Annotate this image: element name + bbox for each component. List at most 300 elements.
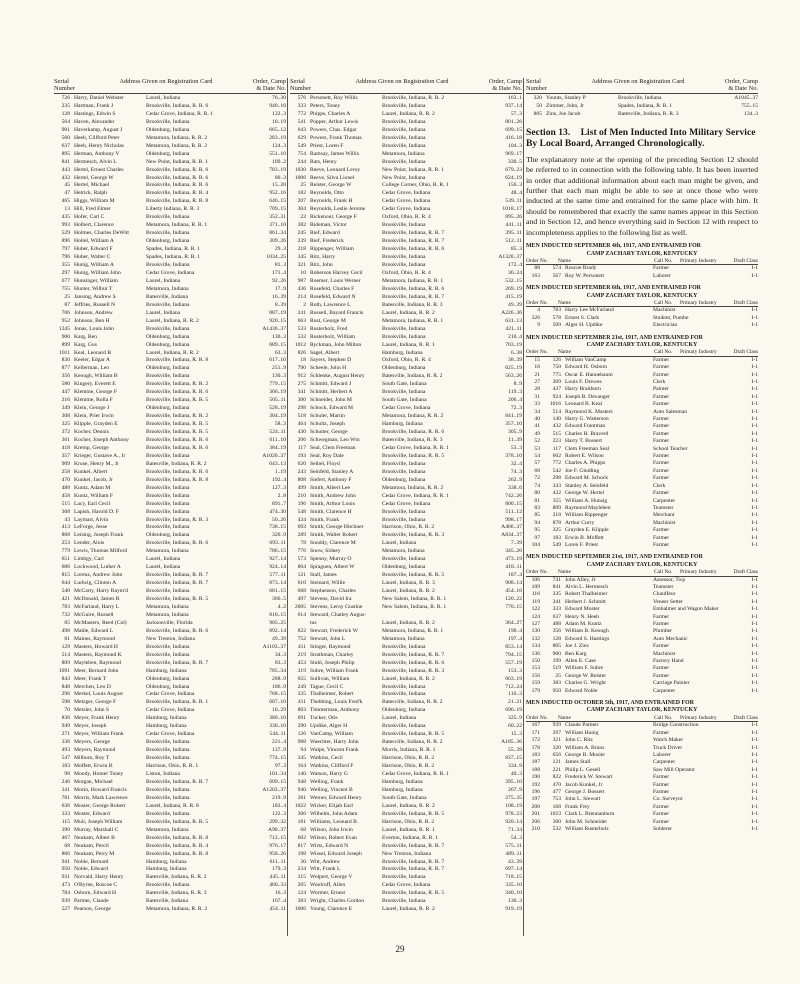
serial-number: 668 — [297, 588, 306, 595]
draft-class: I-1 — [751, 386, 758, 393]
order-camp-date: 384..19 — [269, 444, 286, 451]
table-row — [290, 294, 522, 302]
inductee-name: Arthur Curry — [565, 519, 595, 526]
draft-class: I-1 — [751, 364, 758, 371]
order-camp-date: 49..39 — [508, 301, 522, 308]
serial-number: 210 — [297, 492, 306, 499]
order-camp-date: 288..9 — [272, 675, 286, 682]
list-item — [526, 759, 758, 766]
serial-number: 25 — [64, 293, 70, 300]
order-number: 4 — [537, 307, 540, 314]
order-no-header: Order No. — [526, 257, 548, 264]
order-camp-date: 755..15 — [741, 102, 758, 109]
order-camp-date: 786..15 — [269, 548, 286, 555]
registrant-name: Hunsinger, William — [74, 277, 118, 284]
primary-industry: Carriage Painter — [653, 680, 690, 687]
serial-number: 822 — [297, 627, 306, 634]
serial-number: 128 — [61, 110, 70, 117]
section-heading — [526, 127, 758, 149]
table-row — [54, 707, 286, 715]
registrant-name: Kellerman, Leo — [74, 365, 110, 372]
draft-class: I-1 — [751, 416, 758, 423]
order-camp-date: 937..14 — [505, 102, 522, 109]
order-camp-date: 104..3 — [508, 142, 522, 149]
table-row — [290, 175, 522, 183]
order-camp-date: 697..14 — [505, 866, 522, 873]
registrant-name: Limbgy, Carl — [74, 556, 104, 563]
registration-address: Harrison, Ohio, R. R. 2 — [382, 524, 435, 531]
table-row — [290, 803, 522, 811]
serial-number: 514 — [552, 408, 561, 415]
order-number: 134 — [531, 643, 540, 650]
table-row — [290, 421, 522, 429]
primary-industry: School Teacher — [653, 445, 688, 452]
serial-number: 356 — [61, 373, 70, 380]
registrant-name: Rideman, Victor — [310, 222, 347, 229]
serial-number: 644 — [61, 580, 70, 587]
draft-class: I-1 — [751, 423, 758, 430]
order-number: 192 — [531, 781, 540, 788]
list-item — [526, 636, 758, 643]
serial-number: 218 — [297, 246, 306, 253]
table-row — [54, 731, 286, 739]
table-row — [54, 397, 286, 405]
table-row — [54, 246, 286, 254]
table-row — [54, 898, 286, 906]
order-camp-date: 557..19 — [505, 659, 522, 666]
order-camp-date: 197..4 — [508, 635, 522, 642]
draft-class: I-1 — [751, 401, 758, 408]
registrant-name: Keeler, Edgar A — [74, 357, 110, 364]
draft-class: I-1 — [751, 393, 758, 400]
name-header: Name — [558, 299, 571, 306]
registration-address: Laurel, Indiana, R. R. 2 — [382, 675, 435, 682]
serial-number: 383 — [297, 898, 306, 905]
order-camp-date: 163..1 — [508, 95, 522, 101]
draft-class: I-1 — [751, 430, 758, 437]
table-row — [54, 668, 286, 676]
serial-number: 411 — [297, 643, 306, 650]
draft-class: I-1 — [751, 438, 758, 445]
primary-industry: Farmer — [653, 364, 670, 371]
registrant-name: Klemme, Rolla F — [74, 397, 113, 404]
table-row — [290, 747, 522, 755]
table-row — [290, 214, 522, 222]
serial-number: 573 — [297, 556, 306, 563]
registration-address: Brookville, Indiana — [382, 389, 426, 396]
registrant-name: Russell, Bayard Francis — [310, 309, 364, 316]
primary-industry: Teamster — [653, 583, 674, 590]
serial-number: 467 — [61, 834, 70, 841]
draft-class: I-1 — [751, 680, 758, 687]
order-camp-date: 192..4 — [272, 476, 286, 483]
table-row — [290, 143, 522, 151]
registrant-name: Muir, Joseph William — [74, 818, 123, 825]
registrant-name: Herman, Anthony V — [74, 150, 120, 157]
serial-number: 325 — [61, 421, 70, 428]
order-camp-date: 718..15 — [505, 874, 522, 881]
registration-address: Brookville, Indiana, R. R. 5 — [382, 731, 445, 738]
list-item — [526, 460, 758, 467]
list-item — [526, 665, 758, 672]
inductee-name: Louis F. Drewes — [565, 379, 602, 386]
table-row — [54, 214, 286, 222]
serial-number: 817 — [297, 842, 306, 849]
column-header — [54, 78, 286, 94]
primary-industry: Painter — [653, 386, 669, 393]
table-row — [54, 524, 286, 532]
registrant-name: Zimmer, John, Jr — [546, 102, 584, 109]
registration-address: Spades, Indiana, R. R. 1 — [618, 102, 673, 109]
table-row — [54, 326, 286, 334]
order-camp-date: 895..26 — [505, 214, 522, 221]
serial-number: 547 — [61, 755, 70, 762]
registration-address: Metamora, Indiana, R. R. 2 — [146, 134, 208, 141]
table-row — [290, 254, 522, 262]
inductee-name: Claude Parmer — [565, 722, 599, 729]
primary-industry: Machinist — [653, 307, 676, 314]
order-camp-date: 940..16 — [269, 102, 286, 109]
serial-number: 81 — [64, 635, 70, 642]
table-row — [54, 843, 286, 851]
registration-address: Brookville, Indiana — [382, 643, 426, 650]
registrant-name: Reynolds, Otto — [310, 190, 344, 197]
registration-address: Cedar Grove, Indiana — [382, 190, 431, 197]
registration-address: Batesville, Indiana, R. R. 3 — [146, 890, 207, 897]
registrant-name: Personett, Roy Willis — [310, 95, 358, 101]
table-row — [54, 119, 286, 127]
serial-number: 950 — [552, 687, 561, 694]
inductee-name: Harry G. Watterson — [565, 416, 609, 423]
registration-address: Brookville, Indiana — [382, 262, 426, 269]
inductee-name: Grayden E. Klipple — [565, 527, 609, 534]
serial-number: 140 — [552, 416, 561, 423]
registrant-name: Peters, Toney — [310, 102, 341, 109]
registration-address: Hamburg, Indiana — [146, 667, 187, 674]
serial-number: 783 — [61, 604, 70, 610]
table-row — [290, 334, 522, 342]
order-camp-date: 221..4 — [272, 739, 286, 746]
serial-number: 306 — [297, 810, 306, 817]
registrant-name: Metzger, George F — [74, 699, 117, 706]
table-row — [290, 135, 522, 143]
registration-address: Brookville, Indiana — [146, 643, 190, 650]
table-row — [290, 469, 522, 477]
inductee-name: John M. Schneider — [565, 818, 608, 825]
camp-name: CAMP ZACHARY TAYLOR, KENTUCKY — [586, 707, 698, 714]
serial-number: 560 — [61, 134, 70, 141]
table-row — [54, 755, 286, 763]
order-camp-date: A90..37 — [267, 826, 286, 833]
registrant-name: Klemme, George F — [74, 389, 117, 396]
table-row — [54, 652, 286, 660]
order-camp-date: 334..9 — [508, 763, 522, 770]
registration-address: Brookville, Indiana, R. R. 5 — [382, 572, 445, 579]
primary-industry: Farmer — [653, 665, 670, 672]
table-row — [290, 445, 522, 453]
serial-number: 866 — [61, 850, 70, 857]
table-row — [290, 509, 522, 517]
serial-number: 797 — [61, 246, 70, 253]
order-number: 68 — [534, 467, 540, 474]
table-row — [54, 556, 286, 564]
table-row — [290, 588, 522, 596]
list-item — [526, 628, 758, 635]
registrant-name: Updike, Alger H — [310, 723, 348, 730]
list-item — [526, 273, 758, 280]
registration-address: Brookville, Indiana, R. R. 8 — [146, 198, 209, 205]
serial-header: Serial Number — [290, 78, 311, 92]
registration-address: Batesville, Indiana, R. R. 3 — [382, 436, 443, 443]
primary-industry: Clerk — [653, 379, 666, 386]
list-item — [526, 730, 758, 737]
order-camp-date: 29..3 — [274, 246, 286, 253]
registration-address: Brookville, Indiana, R. R. 6 — [146, 468, 209, 475]
list-item — [526, 752, 758, 759]
column-header — [290, 78, 522, 94]
table-row — [290, 342, 522, 350]
registration-address: Brookville, Indiana — [618, 95, 662, 101]
serial-header: Serial Number — [54, 78, 75, 92]
registrant-name: Wright, Charles Gordon — [310, 898, 364, 905]
registration-address: Metamora, Indiana — [146, 611, 189, 618]
serial-number: 432 — [61, 174, 70, 181]
table-row — [54, 540, 286, 548]
registrant-name: Zins, Joe Jacob — [546, 110, 581, 117]
registrant-name: Meyer, Frank Henry — [74, 715, 120, 722]
primary-industry: Chauffeur — [653, 591, 676, 598]
order-camp-date: A1103..37 — [262, 643, 286, 650]
registrant-name: Ramsay, James Willis — [310, 150, 359, 157]
order-number: 136 — [531, 650, 540, 657]
name-header: Name — [558, 569, 571, 576]
primary-industry: Farmer — [653, 475, 670, 482]
registrant-name: Smith, Walter Robert — [310, 532, 358, 539]
table-row — [54, 517, 286, 525]
registrant-name: Huber, Edward F — [74, 246, 113, 253]
registrant-name: Holmes, Charles DeWitt — [74, 230, 129, 237]
table-row — [54, 254, 286, 262]
registrant-name: Hermesch, Alvin L — [74, 158, 117, 165]
table-row — [290, 397, 522, 405]
order-no-header: Order No. — [526, 349, 548, 356]
registrant-name: Parmer, Claude — [74, 898, 109, 905]
registration-address: New Salem, Indiana, R. R. 1 — [382, 604, 447, 610]
order-number: 167 — [531, 722, 540, 729]
table-row — [54, 604, 286, 612]
table-row — [54, 501, 286, 509]
registration-address: Laurel, Indiana, R. R. 1 — [382, 826, 435, 833]
order-camp-date: 109..2 — [272, 158, 286, 165]
order-camp-date: 63..3 — [274, 349, 286, 356]
list-item — [526, 621, 758, 628]
table-row — [290, 206, 522, 214]
order-number: 54 — [534, 453, 540, 460]
table-row — [54, 691, 286, 699]
list-item — [526, 446, 758, 453]
registrant-name: Lewis, Thomas Milford — [74, 548, 128, 555]
table-row — [290, 660, 522, 668]
order-number: 40 — [534, 416, 540, 423]
serial-number: 271 — [61, 731, 70, 738]
order-camp-date: 927..14 — [269, 556, 286, 563]
registrant-name: Lockwood, Luther A — [74, 564, 121, 571]
table-row — [290, 389, 522, 397]
order-camp-date: 330..5 — [508, 158, 522, 165]
order-camp-date: 10..29 — [272, 707, 286, 714]
registrant-name: Hunig, William John — [74, 269, 121, 276]
draft-class: I-1 — [751, 591, 758, 598]
table-row — [54, 859, 286, 867]
registrant-name: Stewart, Frederick W — [310, 627, 358, 634]
registrant-name: LeForge, Jesse — [74, 524, 108, 531]
registrant-name: Witt, Andrew — [310, 858, 341, 865]
registration-address: Brookville, Indiana — [382, 516, 426, 523]
table-row — [54, 143, 286, 151]
table-row — [290, 524, 522, 532]
registrant-name: Mayleben, Raymond — [74, 659, 121, 666]
order-camp-date: 460..33 — [269, 882, 286, 889]
order-camp-date: 646..15 — [269, 198, 286, 205]
primary-industry: Farmer — [653, 371, 670, 378]
table-row — [54, 365, 286, 373]
order-camp-date: 83..3 — [274, 659, 286, 666]
serial-number: 289 — [297, 532, 306, 539]
registrant-name: Klein, Prier Irwin — [74, 413, 114, 420]
order-camp-date: 269..19 — [505, 285, 522, 292]
order-number: 200 — [531, 803, 540, 810]
registration-address: Brookville, Indiana, R. R. 3 — [382, 667, 445, 674]
table-row — [290, 485, 522, 493]
inductee-name: Joseph B. Devanger — [565, 393, 610, 400]
serial-number: 841 — [552, 583, 561, 590]
serial-number: 126 — [297, 731, 306, 738]
serial-number: 602 — [552, 453, 561, 460]
table-row — [290, 532, 522, 540]
registrant-name: Schneider, John M — [310, 397, 352, 404]
table-row — [290, 198, 522, 206]
registrant-name: Merkel, Louis August — [74, 691, 123, 698]
registration-address: Laurel, Indiana — [146, 95, 181, 101]
registrant-name: Neukam, Perry M — [74, 850, 115, 857]
serial-number: 924 — [552, 393, 561, 400]
induction-group-title: MEN INDUCTED OCTOBER 5th, 1917, AND ENTRAINED FOR — [526, 700, 694, 707]
registration-address: Oldenburg, Indiana — [146, 683, 190, 690]
table-row — [54, 715, 286, 723]
table-row — [54, 318, 286, 326]
order-camp-date: 952..16 — [269, 190, 286, 197]
list-item — [526, 527, 758, 534]
serial-number: 826 — [297, 349, 306, 356]
registration-address: Brookville, Indiana — [146, 214, 190, 221]
registrant-name: Wirtz, Edward N — [310, 842, 349, 849]
serial-number: 124 — [297, 890, 306, 897]
table-row — [54, 135, 286, 143]
registrant-name: Sayers, Stephen D — [310, 357, 352, 364]
serial-number: 304 — [297, 206, 306, 213]
order-number: 72 — [534, 475, 540, 482]
serial-number: 567 — [552, 272, 561, 279]
primary-industry: Auto Salesman — [653, 408, 688, 415]
serial-number: 629 — [297, 134, 306, 141]
registration-address: Brookville, Indiana, R. R. 8 — [146, 476, 209, 483]
registration-address: Brookville, Indiana, R. R. 6 — [146, 436, 209, 443]
registration-address: Oldenburg, Indiana — [146, 333, 190, 340]
registration-address: Cedar Grove, Indiana — [382, 882, 431, 889]
serial-number: 598 — [61, 699, 70, 706]
serial-number: 726 — [61, 95, 70, 101]
camp-name: CAMP ZACHARY TAYLOR, KENTUCKY — [586, 292, 698, 299]
registration-address: Metamora, Indiana — [146, 548, 189, 555]
serial-number: 432 — [552, 423, 561, 430]
serial-number: 706 — [61, 309, 70, 316]
list-item — [526, 322, 758, 329]
primary-industry: Farmer — [653, 527, 670, 534]
order-camp-date: A466..37 — [501, 524, 522, 531]
inductee-name: Erwin B. Moffett — [565, 534, 604, 541]
registrant-name: Reeve, Silva Lionel — [310, 174, 355, 181]
list-item — [526, 379, 758, 386]
list-item — [526, 307, 758, 314]
registrant-name: O'Byrne, Roscoe C — [74, 882, 118, 889]
serial-number: 335 — [552, 591, 561, 598]
order-number: 326 — [531, 314, 540, 321]
serial-number: 822 — [552, 774, 561, 781]
draft-class: I-1 — [751, 475, 758, 482]
order-camp-date: 190..4 — [508, 627, 522, 634]
table-row — [290, 715, 522, 723]
registration-address: Laurel, Indiana — [146, 309, 181, 316]
serial-number: 117 — [552, 445, 561, 452]
registrant-name: Thalheimer, Robert — [310, 691, 354, 698]
serial-number: 355 — [552, 497, 561, 504]
registrant-name: Seibel, Floyd — [310, 460, 340, 467]
order-number: 132 — [531, 635, 540, 642]
table-row — [54, 580, 286, 588]
registration-address: Brookville, Indiana — [382, 556, 426, 563]
draft-class: I-1 — [751, 534, 758, 541]
list-item — [526, 591, 758, 598]
serial-number: 498 — [61, 627, 70, 634]
registration-address: Liberty Indiana, R. R. 3 — [146, 206, 200, 213]
registration-address: Harrison, Ohio, R. R. 2 — [382, 763, 435, 770]
camp-name: CAMP ZACHARY TAYLOR, KENTUCKY — [586, 250, 698, 257]
serial-number: 221 — [552, 766, 561, 773]
draft-class: I-1 — [751, 811, 758, 818]
registrant-name: Noble, Edward — [74, 866, 108, 873]
table-row — [54, 866, 286, 874]
primary-industry-header: Primary Industry — [680, 714, 717, 721]
serial-number: 549 — [552, 541, 561, 548]
registration-address: Metamora, Indiana, R. R. 2 — [146, 142, 208, 149]
order-header: Order, Camp & Date No. — [724, 78, 758, 92]
table-row — [290, 580, 522, 588]
call-no-header: Call No. — [654, 714, 673, 721]
order-camp-date: 607..10 — [269, 699, 286, 706]
inductee-name: George R. Mosier — [565, 751, 606, 758]
registration-address: Metamora, Indiana — [382, 150, 425, 157]
list-item — [526, 584, 758, 591]
registration-address: New Point, Indiana, R. R. 1 — [382, 166, 444, 173]
inductee-name: William A. Hunsig — [565, 497, 608, 504]
registration-address: Laurel, Indiana, R. R. 2 — [382, 309, 435, 316]
order-camp-date: 624..19 — [505, 174, 522, 181]
inductee-name: William Rippenger — [565, 512, 608, 519]
table-row — [54, 381, 286, 389]
order-camp-date: 6..38 — [510, 349, 522, 356]
registrant-name: Lorenz, Andrew John — [74, 572, 123, 579]
list-item — [526, 505, 758, 512]
